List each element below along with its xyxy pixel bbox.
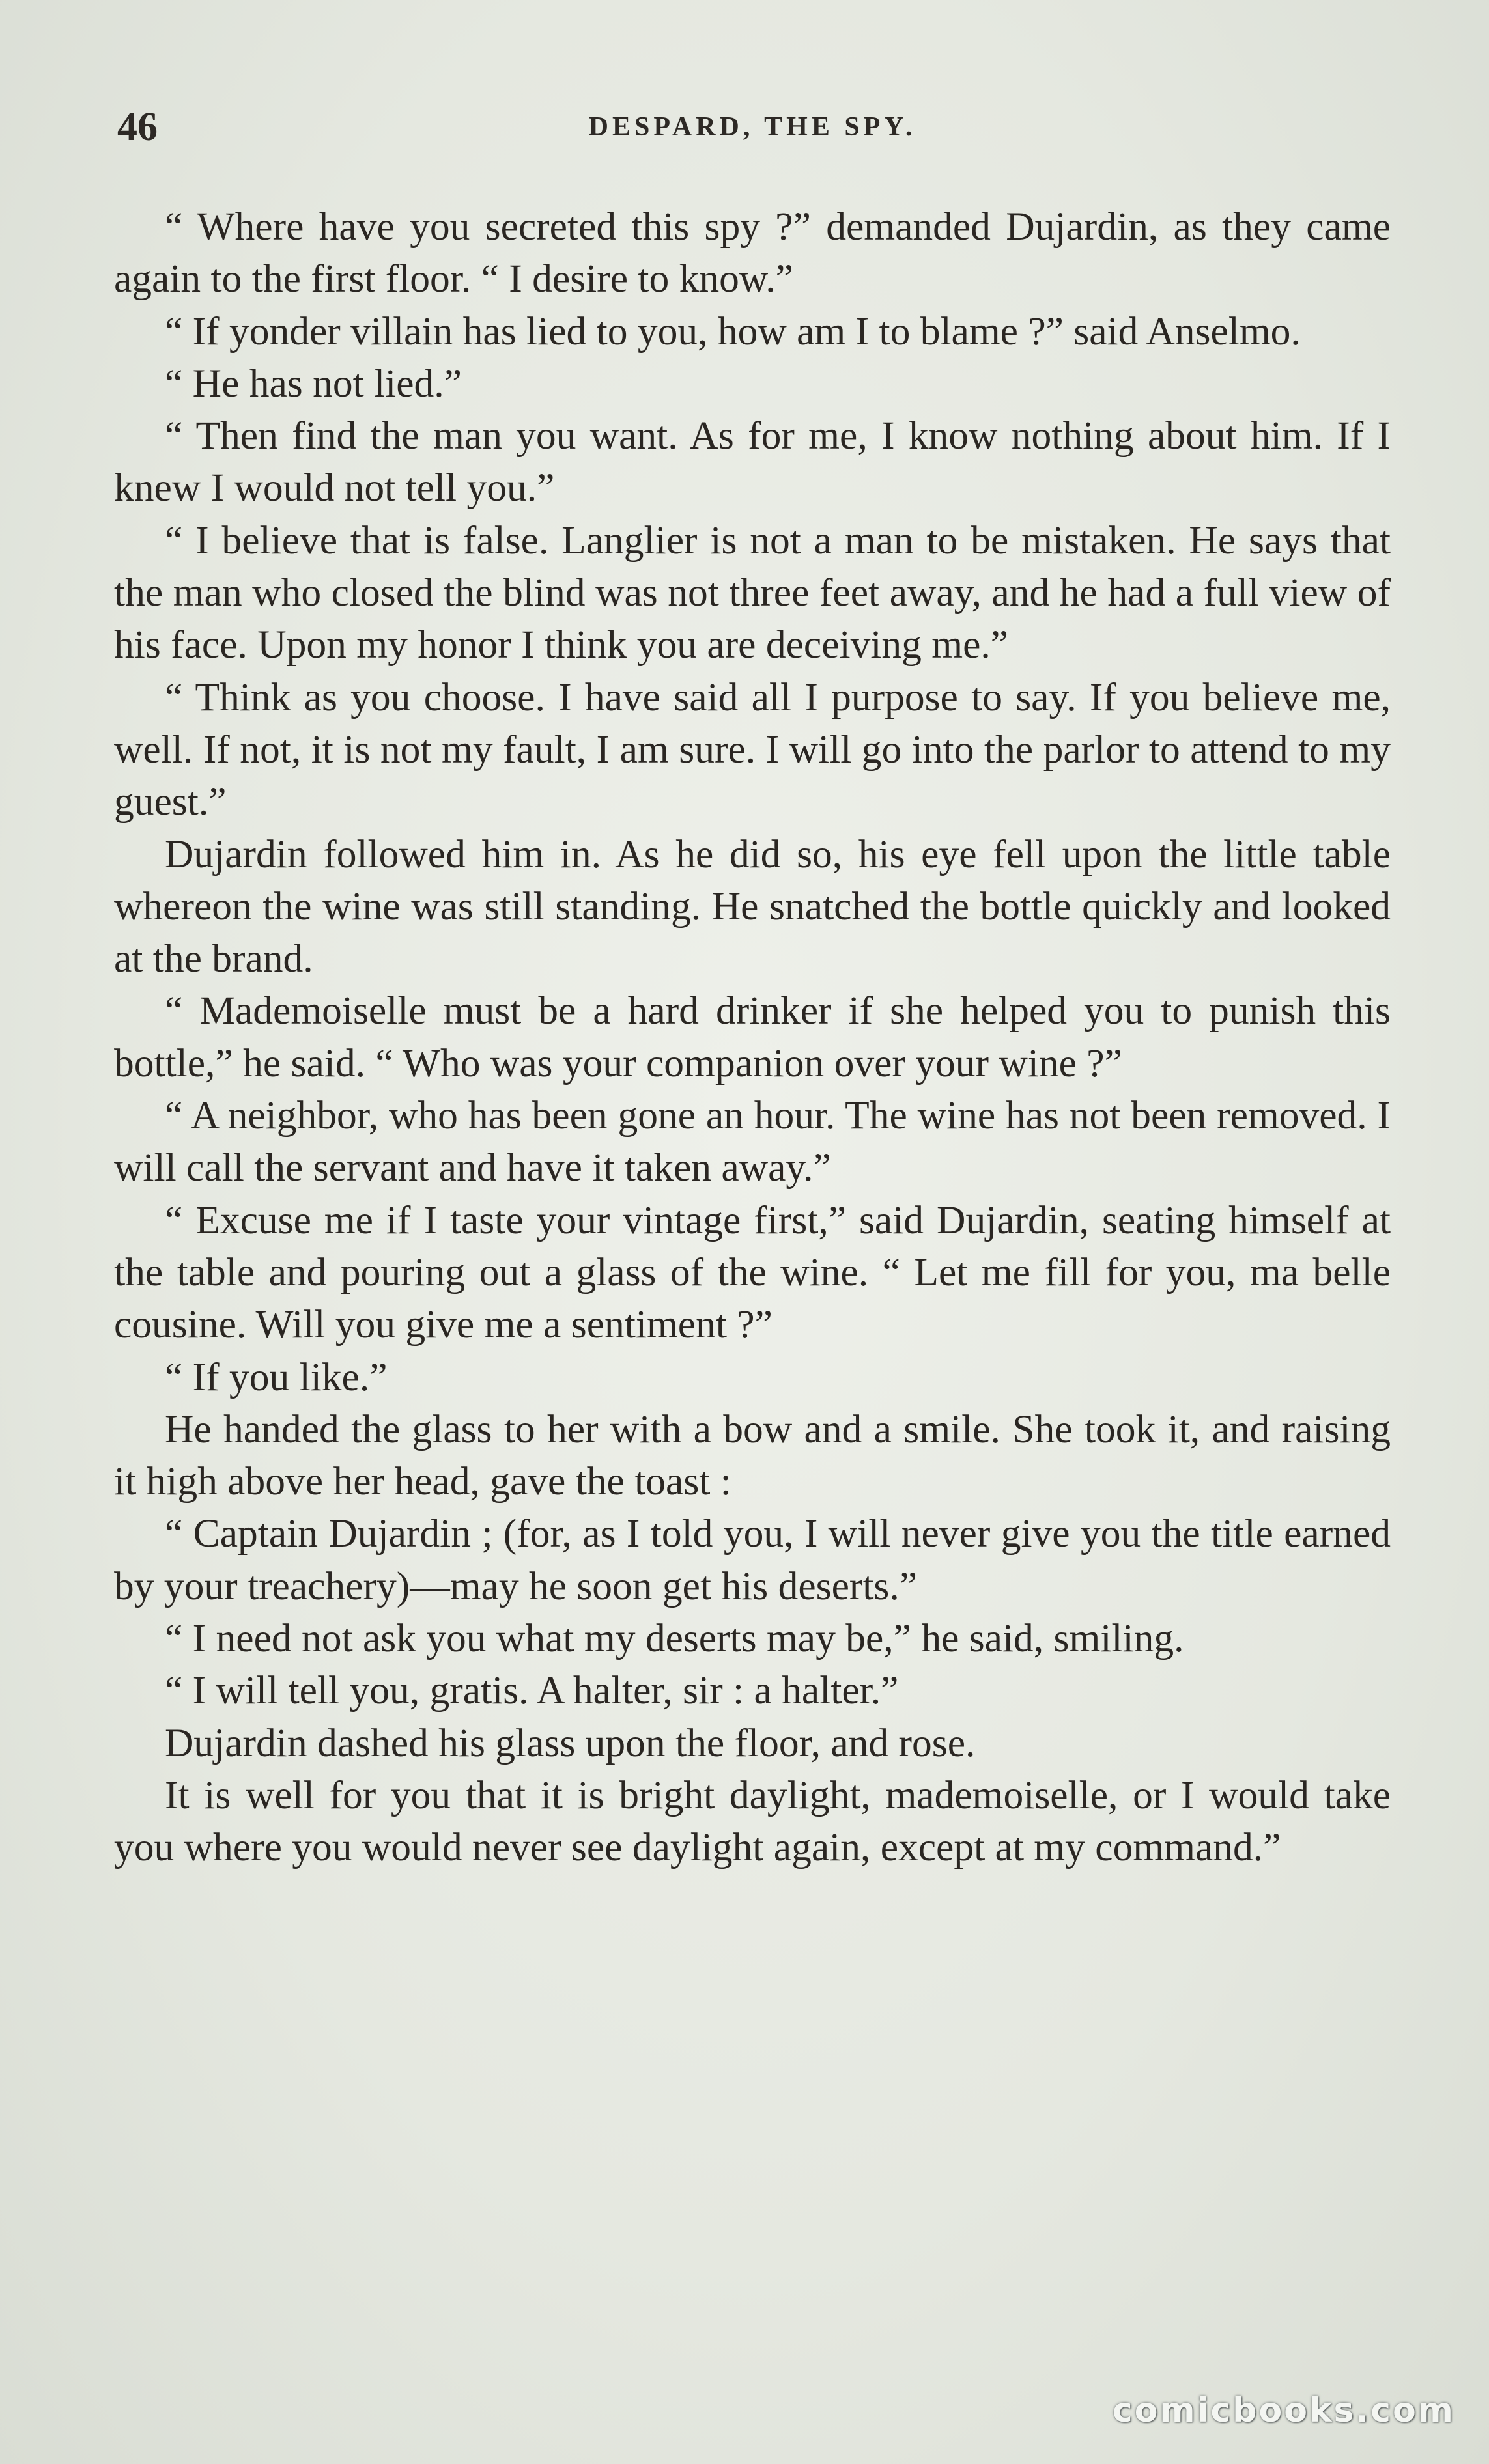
paragraph-9: “ A neighbor, who has been gone an hour. The wine has not been removed. I will call the servant and have it taken away.” [114,1093,1391,1190]
watermark: comicbooks.com [1112,2391,1455,2430]
paragraph-8: “ Mademoiselle must be a hard drinker if she helped you to punish this bottle,” he said. “ Who was your companion over your wine ?” [114,988,1391,1085]
paragraph-12: He handed the glass to her with a bow and a smile. She took it, and raising it high above her head, gave the toast : [114,1407,1391,1504]
paragraph-17: It is well for you that it is bright daylight, mademoiselle, or I would take you where you would never see daylight again, except at my command.” [114,1772,1391,1870]
page-header [117,98,1387,156]
body-text [114,201,1391,1874]
page-number: 46 [117,105,158,149]
paragraph-16: Dujardin dashed his glass upon the floor, and rose. [165,1720,976,1765]
paragraph-6: “ Think as you choose. I have said all I purpose to say. If you believe me, well. If not, it is not my fault, I am sure. I will go into the parlor to attend to my guest.” [114,675,1391,824]
paragraph-7: Dujardin followed him in. As he did so, his eye fell upon the little table whereon the wine was still standing. He snatched the bottle quickly and looked at the brand. [114,832,1391,981]
paragraph-11: “ If you like.” [165,1354,388,1399]
paragraph-15: “ I will tell you, gratis. A halter, sir : a halter.” [165,1668,899,1713]
paragraph-4: “ Then find the man you want. As for me, I know nothing about him. If I knew I would not tell you.” [114,413,1391,511]
running-title: DESPARD, THE SPY. [588,112,916,142]
paragraph-14: “ I need not ask you what my deserts may be,” he said, smiling. [165,1616,1184,1661]
paragraph-5: “ I believe that is false. Langlier is not a man to be mistaken. He says that the man who closed the blind was not three feet away, and he had a full view of his face. Upon my honor I think you are deceiving me.” [114,518,1391,667]
paragraph-3: “ He has not lied.” [165,361,462,406]
paragraph-10: “ Excuse me if I taste your vintage first,” said Dujardin, seating himself at the table and pouring out a glass of the wine. “ Let me fill for you, ma belle cousine. Will you give me a sentiment ?” [114,1197,1391,1347]
paragraph-1: “ Where have you secreted this spy ?” demanded Dujardin, as they came again to the first floor. “ I desire to know.” [114,204,1391,301]
paragraph-13: “ Captain Dujardin ; (for, as I told you, I will never give you the title earned by your treachery)—may he soon get his deserts.” [114,1511,1391,1608]
paragraph-2: “ If yonder villain has lied to you, how am I to blame ?” said Anselmo. [165,309,1301,354]
